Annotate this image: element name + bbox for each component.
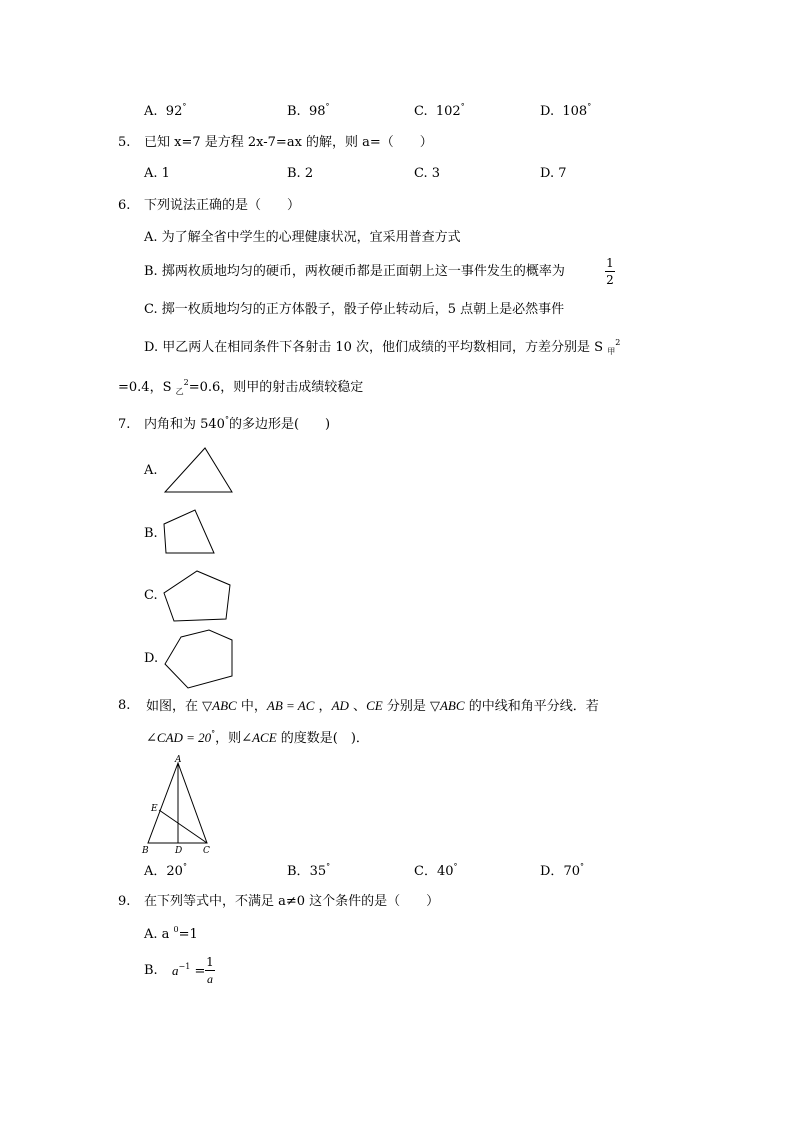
q7-option-a-label: A. [144, 463, 158, 478]
q8-option-a: A．20° [144, 862, 187, 879]
q6-option-b-fraction: 1 2 [606, 256, 614, 287]
q9-number: 9. [118, 894, 131, 909]
q8-option-c: C．40° [414, 862, 458, 879]
q6-number: 6. [118, 198, 131, 213]
q6-option-a: A. 为了解全省中学生的心理健康状况，宜采用普查方式 [144, 230, 461, 245]
q9-option-b-expression: $a^{-1}$ = [172, 962, 206, 979]
q6-option-c: C. 掷一枚质地均匀的正方体骰子，骰子停止转动后，5 点朝上是必然事件 [144, 302, 565, 317]
q8-stem-line1: 如图，在 ▽ABC 中，AB = AC ，AD 、CE 分别是 ▽ABC 的中线和角平分线．若 [146, 698, 599, 714]
q8-option-b: B．35° [287, 862, 331, 879]
q8-option-d: D．70° [540, 862, 584, 879]
q7-option-d-label: D. [144, 651, 159, 666]
fig-label-d: D [175, 846, 183, 856]
q9-stem: 在下列等式中，不满足 a≠0 这个条件的是（ ） [144, 894, 440, 909]
q7-number: 7. [118, 417, 131, 432]
fig-label-a: A [175, 755, 182, 765]
q5-option-c: C. 3 [414, 166, 441, 181]
q6-option-d-line2: =0.4，S $_乙^2$=0.6，则甲的射击成绩较稳定 [118, 378, 364, 396]
q7-option-b-label: B. [144, 526, 158, 541]
q4-option-c: C. 102° [414, 102, 465, 119]
q7-option-c-label: C. [144, 588, 158, 603]
q4-option-a: A. 92° [144, 102, 187, 119]
fig-label-b: B [142, 846, 149, 856]
fig-label-c: C [203, 846, 210, 856]
q9-option-b-fraction: 1 a [206, 955, 214, 986]
bisector-ce [159, 810, 207, 843]
q5-option-b: B. 2 [287, 166, 314, 181]
q8-stem-line2: ∠CAD = 20°，则∠ACE 的度数是( )． [146, 729, 369, 746]
q9-option-b-letter: B. [144, 963, 158, 978]
q4-option-b: B. 98° [287, 102, 330, 119]
q5-option-d: D. 7 [540, 166, 567, 181]
q5-stem: 已知 x=7 是方程 2x-7=ax 的解，则 a=（ ） [144, 135, 433, 150]
q9-option-a: A. a $^0$=1 [144, 925, 198, 942]
q6-option-b: B. 掷两枚质地均匀的硬币，两枚硬币都是正面朝上这一事件发生的概率为 [144, 264, 565, 279]
q6-option-d-line1: D. 甲乙两人在相同条件下各射击 10 次，他们成绩的平均数相同，方差分别是 S $_甲^2$ [144, 338, 621, 356]
q5-number: 5. [118, 135, 131, 150]
q4-option-d: D. 108° [540, 102, 592, 119]
q6-stem: 下列说法正确的是（ ） [144, 198, 301, 213]
q8-number: 8. [118, 698, 131, 713]
fig-label-e: E [151, 804, 158, 814]
q7-stem: 内角和为 540°的多边形是( ) [144, 415, 331, 432]
q5-option-a: A. 1 [144, 166, 170, 181]
